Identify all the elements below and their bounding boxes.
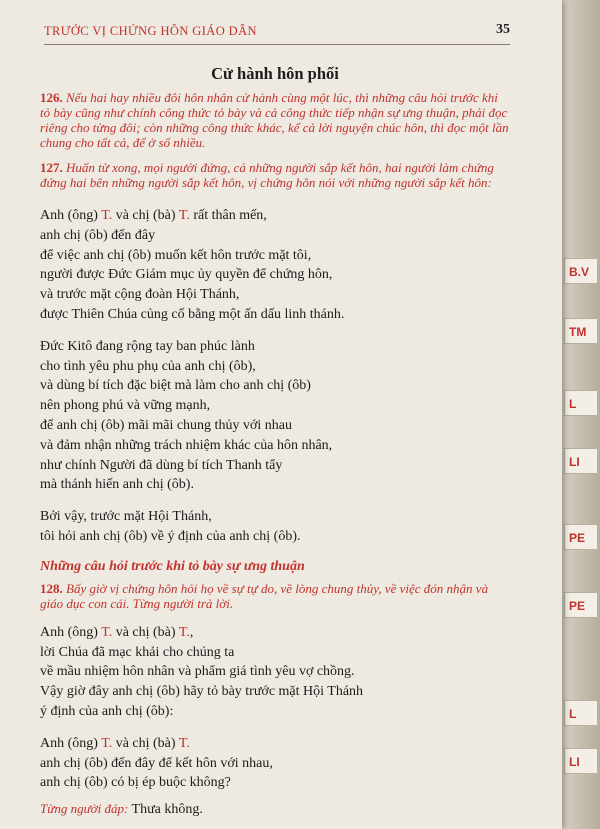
freedom-question-stanza	[40, 734, 510, 793]
side-tab[interactable]: PE	[564, 524, 598, 550]
stanza-line: Vậy giờ đây anh chị (ôb) hãy tỏ bày trước mặt Hội Thánh	[40, 684, 364, 700]
stanza-line: nên phong phú và vững mạnh,	[40, 398, 211, 414]
side-tab[interactable]: L	[564, 700, 598, 726]
stanza-line: người được Đức Giám mục ủy quyền để chứng hôn,	[40, 267, 333, 283]
rubric-127	[40, 160, 510, 190]
stanza-line: về mầu nhiệm hôn nhân và phẩm giá tình yêu vợ chồng.	[40, 664, 355, 680]
name-placeholder: T.	[178, 624, 190, 640]
stanza-line: mà thánh hiến anh chị (ôb).	[40, 477, 194, 493]
text: Anh (ông)	[40, 208, 102, 223]
page-number: 35	[496, 22, 510, 37]
stanza-line: và đảm nhận những trách nhiệm khác của hôn nhân,	[40, 437, 333, 453]
name-placeholder: T.	[101, 208, 113, 223]
address-stanza	[40, 206, 510, 325]
stanza-line: và dùng bí tích đặc biệt mà làm cho anh chị (ôb)	[40, 378, 311, 394]
text: Anh (ông)	[40, 624, 102, 640]
side-tab[interactable]: LI	[564, 448, 598, 474]
stanza-line: được Thiên Chúa củng cố bằng một ấn dấu linh thánh.	[40, 306, 345, 322]
side-tab[interactable]: L	[564, 390, 598, 416]
text: Anh (ông)	[40, 735, 102, 751]
rubric-text: Bấy giờ vị chứng hôn hỏi họ về sự tự do, về lòng chung thủy, về việc đón nhận và giáo dục con cái. Từng người trả lời.	[40, 580, 489, 611]
stanza-line	[40, 623, 510, 643]
response-label: Từng người đáp:	[40, 801, 129, 817]
response-line	[40, 799, 510, 820]
side-tab[interactable]: B.V	[564, 258, 598, 284]
side-tab[interactable]: LI	[564, 748, 598, 774]
blessing-stanza	[40, 337, 510, 495]
section-title: Cử hành hôn phối	[211, 64, 339, 83]
text: và chị (bà)	[112, 624, 179, 640]
question-intro-stanza	[40, 507, 510, 547]
rubric-text: Nếu hai hay nhiều đôi hôn nhân cử hành cùng một lúc, thì những câu hỏi trước khi tỏ bày cũng như chính công thức tỏ bày và cả công thức tiếp nhận sự ưng thuận, phải đọc riêng cho từng đôi; còn những công thức khác, kể cả lời nguyện chúc hôn, thì đọc một lần chung cho tất cả, để ở số nhiều.	[40, 90, 509, 150]
stanza-line: Đức Kitô đang rộng tay ban phúc lành	[40, 338, 255, 354]
rubric-126	[40, 90, 510, 150]
stanza-line: ý định của anh chị (ôb):	[40, 703, 174, 719]
text: và chị (bà)	[112, 735, 179, 751]
paragraph-number: 126.	[40, 90, 63, 105]
stanza-line: Bởi vậy, trước mặt Hội Thánh,	[40, 509, 212, 525]
stanza-line: anh chị (ôb) có bị ép buộc không?	[40, 775, 231, 791]
revelation-stanza	[40, 623, 510, 722]
name-placeholder: T.	[178, 208, 190, 223]
paragraph-number: 128.	[40, 580, 63, 596]
stanza-line: để anh chị (ôb) mãi mãi chung thủy với nhau	[40, 417, 292, 433]
stanza-line: anh chị (ôb) đến đây	[40, 227, 156, 243]
stanza-line: lời Chúa đã mạc khải cho chúng ta	[40, 644, 235, 660]
rubric-128	[40, 581, 510, 611]
name-placeholder: T.	[101, 624, 113, 640]
text: và chị (bà)	[112, 208, 179, 223]
side-tab[interactable]: PE	[564, 592, 598, 618]
running-title: TRƯỚC VỊ CHỨNG HÔN GIÁO DÂN	[44, 24, 257, 38]
stanza-line: và trước mặt cộng đoàn Hội Thánh,	[40, 287, 240, 303]
response-text: Thưa không.	[131, 802, 203, 818]
subheading: Những câu hỏi trước khi tỏ bày sự ưng thuận	[40, 558, 305, 574]
page-header	[44, 22, 510, 45]
text: rất thân mến,	[189, 208, 267, 223]
stanza-line: tôi hỏi anh chị (ôb) về ý định của anh chị (ôb).	[40, 528, 301, 544]
paragraph-number: 127.	[40, 160, 63, 175]
stanza-line: cho tình yêu phu phụ của anh chị (ôb),	[40, 358, 256, 374]
stanza-line: để việc anh chị (ôb) muốn kết hôn trước mặt tôi,	[40, 247, 312, 263]
text: ,	[189, 624, 194, 640]
stanza-line: như chính Người đã dùng bí tích Thanh tẩy	[40, 457, 283, 473]
name-placeholder: T.	[178, 735, 190, 751]
stanza-line	[40, 206, 510, 226]
side-tab[interactable]: TM	[564, 318, 598, 344]
rubric-text: Huấn từ xong, mọi người đứng, cả những người sắp kết hôn, hai người làm chứng đứng hai bên những người sắp kết hôn, vị chứng hôn nói với những người sắp kết hôn:	[40, 160, 494, 190]
page-content	[40, 58, 510, 820]
stanza-line	[40, 734, 510, 754]
stanza-line: anh chị (ôb) đến đây để kết hôn với nhau,	[40, 755, 273, 771]
name-placeholder: T.	[101, 735, 113, 751]
